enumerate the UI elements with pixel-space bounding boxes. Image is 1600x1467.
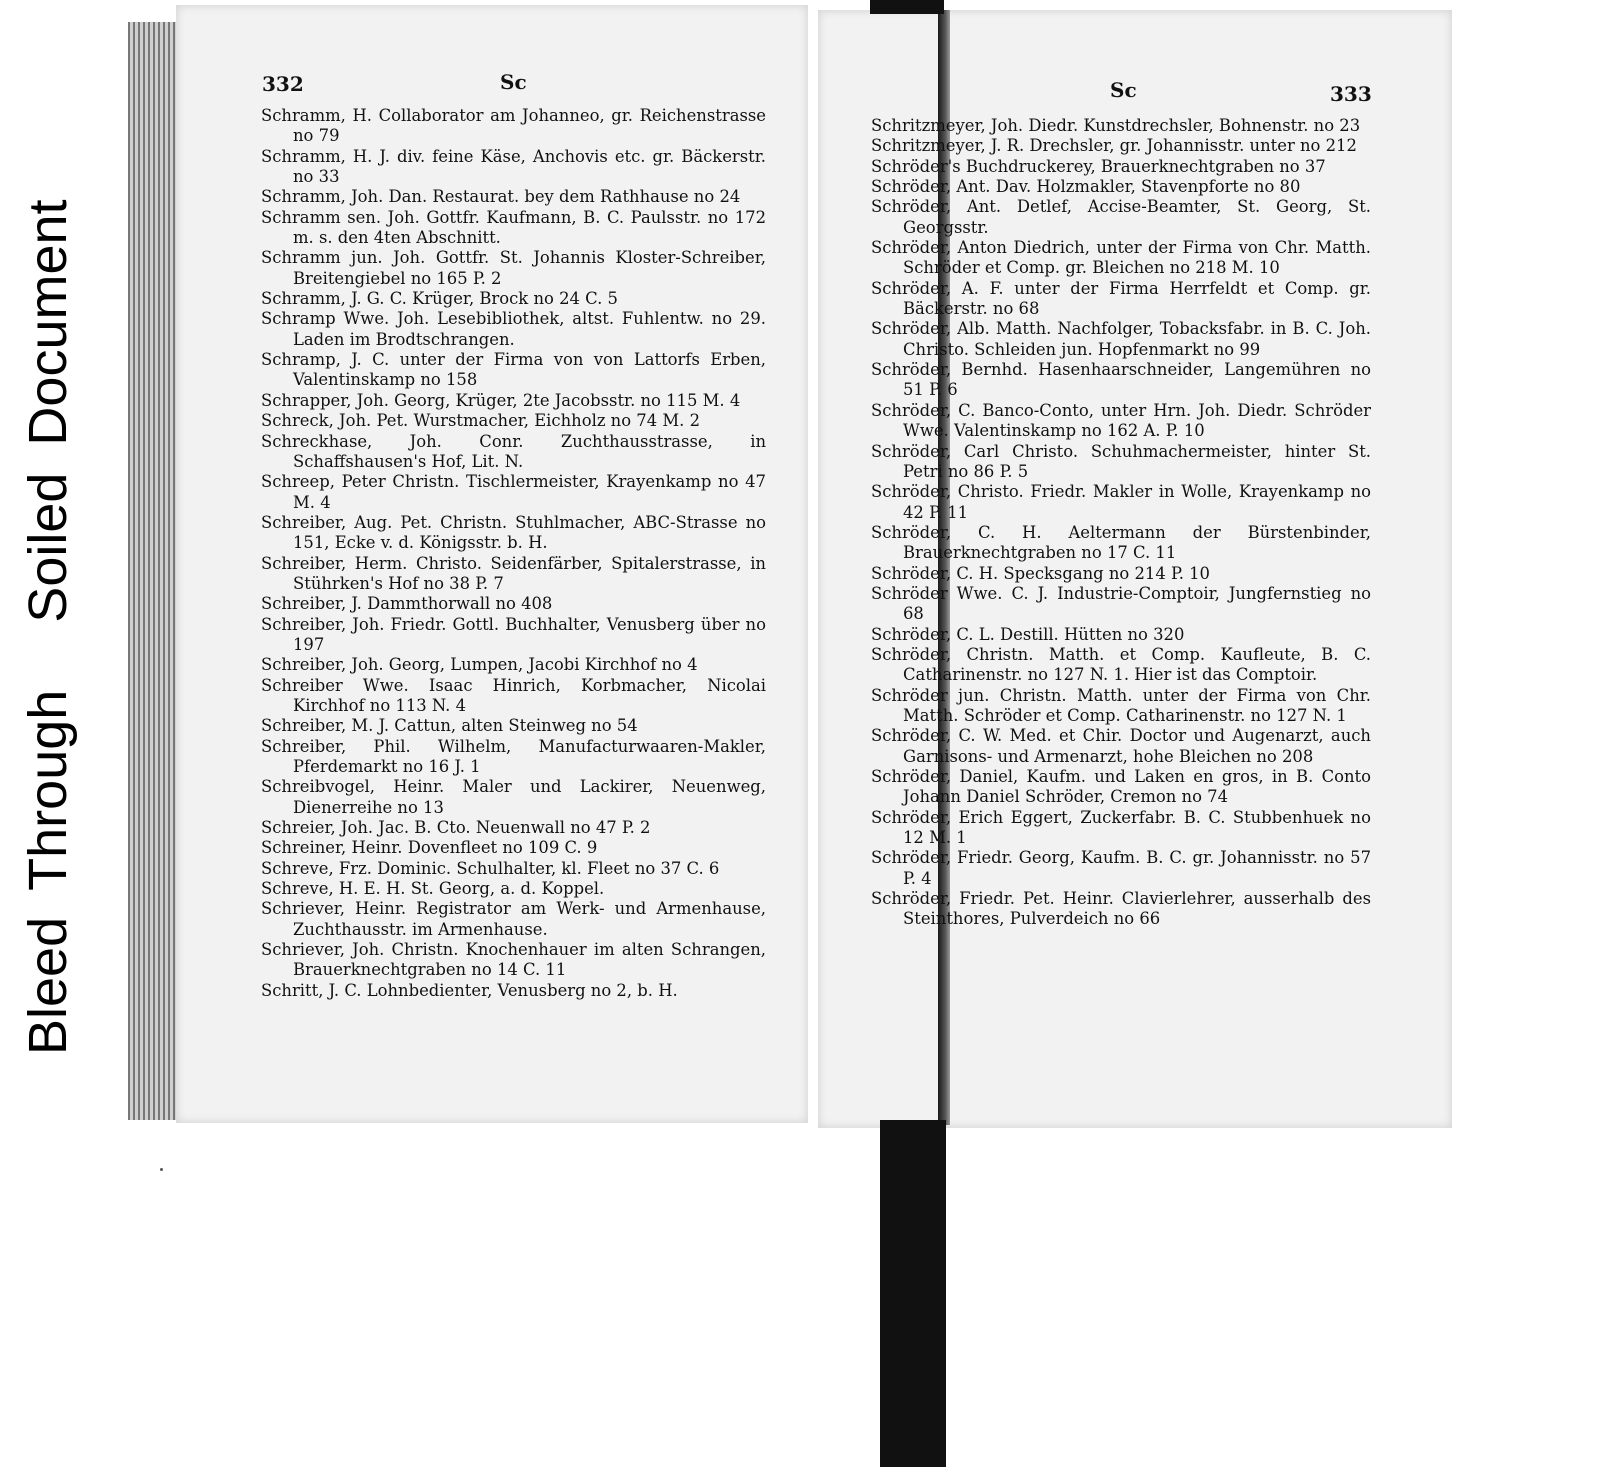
entry: Schreve, H. E. H. St. Georg, a. d. Koppel. [261,879,605,899]
entry: Schreiber, Phil. Wilhelm, Manufacturwaaren-Makler, Pferdemarkt no 16 J. 1 [261,736,766,776]
entry: Schröder, Christo. Friedr. Makler in Wolle, Krayenkamp no 42 P. 11 [871,482,1371,522]
entry: Schröder, Erich Eggert, Zuckerfabr. B. C. Stubbenhuek no 12 M. 1 [871,807,1371,848]
entry: Schreep, Peter Christn. Tischlermeister, Krayenkamp no 47 M. 4 [261,472,766,512]
entry: Schröder Wwe. C. J. Industrie-Comptoir, Jungfernstieg no 68 [871,583,1371,624]
right-entry-list [871,116,1371,930]
entry: Schrapper, Joh. Georg, Krüger, 2te Jacobsstr. no 115 M. 4 [261,390,741,410]
entry: Schröder jun. Christn. Matth. unter der Firma von Chr. Matth. Schröder et Comp. Catharinenstr. no 127 N. 1 [871,685,1371,725]
entry: Schröder, Alb. Matth. Nachfolger, Tobacksfabr. in B. C. Joh. Christo. Schleiden jun. Hopfenmarkt no 99 [871,319,1371,359]
entry: Schröder, C. Banco-Conto, unter Hrn. Joh. Diedr. Schröder Wwe. Valentinskamp no 162 A. P. 10 [871,400,1371,441]
label-word-bleed: Bleed [18,916,78,1055]
left-page-number: 332 [262,72,304,96]
entry: Schröder's Buchdruckerey, Brauerknechtgraben no 37 [871,156,1326,176]
stray-mark [160,1168,163,1171]
right-running-head: Sc [1110,78,1137,102]
entry: Schriever, Joh. Christn. Knochenhauer im alten Schrangen, Brauerknechtgraben no 14 C. 11 [261,940,766,980]
entry: Schreibvogel, Heinr. Maler und Lackirer, Neuenweg, Dienerreihe no 13 [261,777,766,817]
entry: Schramm, J. G. C. Krüger, Brock no 24 C. 5 [261,289,618,309]
entry: Schröder, Bernhd. Hasenhaarschneider, Langemühren no 51 P. 6 [871,360,1371,400]
entry: Schröder, C. H. Aeltermann der Bürstenbinder, Brauerknechtgraben no 17 C. 11 [871,522,1371,563]
entry: Schröder, Ant. Dav. Holzmakler, Stavenpforte no 80 [871,177,1301,197]
entry: Schritzmeyer, Joh. Diedr. Kunstdrechsler, Bohnenstr. no 23 [871,116,1361,135]
entry: Schröder, Friedr. Georg, Kaufm. B. C. gr. Johannisstr. no 57 P. 4 [871,848,1371,888]
entry: Schröder, Friedr. Pet. Heinr. Clavierlehrer, ausserhalb des Steinthores, Pulverdeich no 66 [871,889,1371,929]
entry: Schramm, Joh. Dan. Restaurat. bey dem Rathhause no 24 [261,187,741,207]
entry: Schramp Wwe. Joh. Lesebibliothek, altst. Fuhlentw. no 29. Laden im Brodtschrangen. [261,309,766,349]
left-entry-list [261,106,766,1001]
entry: Schröder, Carl Christo. Schuhmachermeister, hinter St. Petri no 86 P. 5 [871,441,1371,481]
entry: Schriever, Heinr. Registrator am Werk- und Armenhause, Zuchthausstr. im Armenhause. [261,899,766,939]
entry: Schramm, H. Collaborator am Johanneo, gr. Reichenstrasse no 79 [261,106,766,146]
entry: Schröder, C. W. Med. et Chir. Doctor und Augenarzt, auch Garnisons- und Armenarzt, hohe Bleichen no 208 [871,726,1371,766]
spine-strip-bottom [880,1120,946,1467]
entry: Schröder, Ant. Detlef, Accise-Beamter, St. Georg, St. Georgsstr. [871,197,1371,237]
entry: Schreve, Frz. Dominic. Schulhalter, kl. Fleet no 37 C. 6 [261,858,720,878]
entry: Schreck, Joh. Pet. Wurstmacher, Eichholz no 74 M. 2 [261,411,701,431]
left-running-head: Sc [500,70,527,94]
bleed-through-soiled-label [16,45,80,1055]
entry: Schröder, Christn. Matth. et Comp. Kaufleute, B. C. Catharinenstr. no 127 N. 1. Hier ist das Comptoir. [871,644,1371,685]
entry: Schröder, C. L. Destill. Hütten no 320 [871,624,1185,644]
entry: Schritt, J. C. Lohnbedienter, Venusberg no 2, b. H. [261,980,678,1000]
entry: Schramm sen. Joh. Gottfr. Kaufmann, B. C. Paulsstr. no 172 m. s. den 4ten Abschnitt. [261,207,766,248]
entry: Schreiber, M. J. Cattun, alten Steinweg no 54 [261,716,638,736]
entry: Schritzmeyer, J. R. Drechsler, gr. Johannisstr. unter no 212 [871,136,1357,156]
right-page-number: 333 [1330,82,1372,106]
label-word-through: Through [18,689,78,891]
spine-strip-top [870,0,944,14]
entry: Schröder, A. F. unter der Firma Herrfeldt et Comp. gr. Bäckerstr. no 68 [871,278,1371,319]
entry: Schröder, Daniel, Kaufm. und Laken en gros, in B. Conto Johann Daniel Schröder, Cremon no 74 [871,767,1371,807]
entry: Schröder, Anton Diedrich, unter der Firma von Chr. Matth. Schröder et Comp. gr. Bleichen no 218 M. 10 [871,238,1371,278]
entry: Schreiber, J. Dammthorwall no 408 [261,594,553,614]
entry: Schreckhase, Joh. Conr. Zuchthausstrasse, in Schaffshausen's Hof, Lit. N. [261,431,766,471]
entry: Schreiber, Joh. Friedr. Gottl. Buchhalter, Venusberg über no 197 [261,614,766,654]
entry: Schreiber, Joh. Georg, Lumpen, Jacobi Kirchhof no 4 [261,655,698,675]
entry: Schreier, Joh. Jac. B. Cto. Neuenwall no 47 P. 2 [261,818,651,838]
entry: Schreiber Wwe. Isaac Hinrich, Korbmacher, Nicolai Kirchhof no 113 N. 4 [261,675,766,715]
entry: Schreiber, Aug. Pet. Christn. Stuhlmacher, ABC-Strasse no 151, Ecke v. d. Königsstr. b. H. [261,512,766,553]
page-edge-stack [128,22,180,1120]
entry: Schreiber, Herm. Christo. Seidenfärber, Spitalerstrasse, in Stührken's Hof no 38 P. 7 [261,553,766,593]
entry: Schröder, C. H. Specksgang no 214 P. 10 [871,563,1210,583]
entry: Schramp, J. C. unter der Firma von von Lattorfs Erben, Valentinskamp no 158 [261,350,766,390]
entry: Schreiner, Heinr. Dovenfleet no 109 C. 9 [261,838,598,858]
entry: Schramm jun. Joh. Gottfr. St. Johannis Kloster-Schreiber, Breitengiebel no 165 P. 2 [261,248,766,288]
entry: Schramm, H. J. div. feine Käse, Anchovis etc. gr. Bäckerstr. no 33 [261,146,766,187]
label-word-soiled-document: Soiled Document [18,199,78,623]
